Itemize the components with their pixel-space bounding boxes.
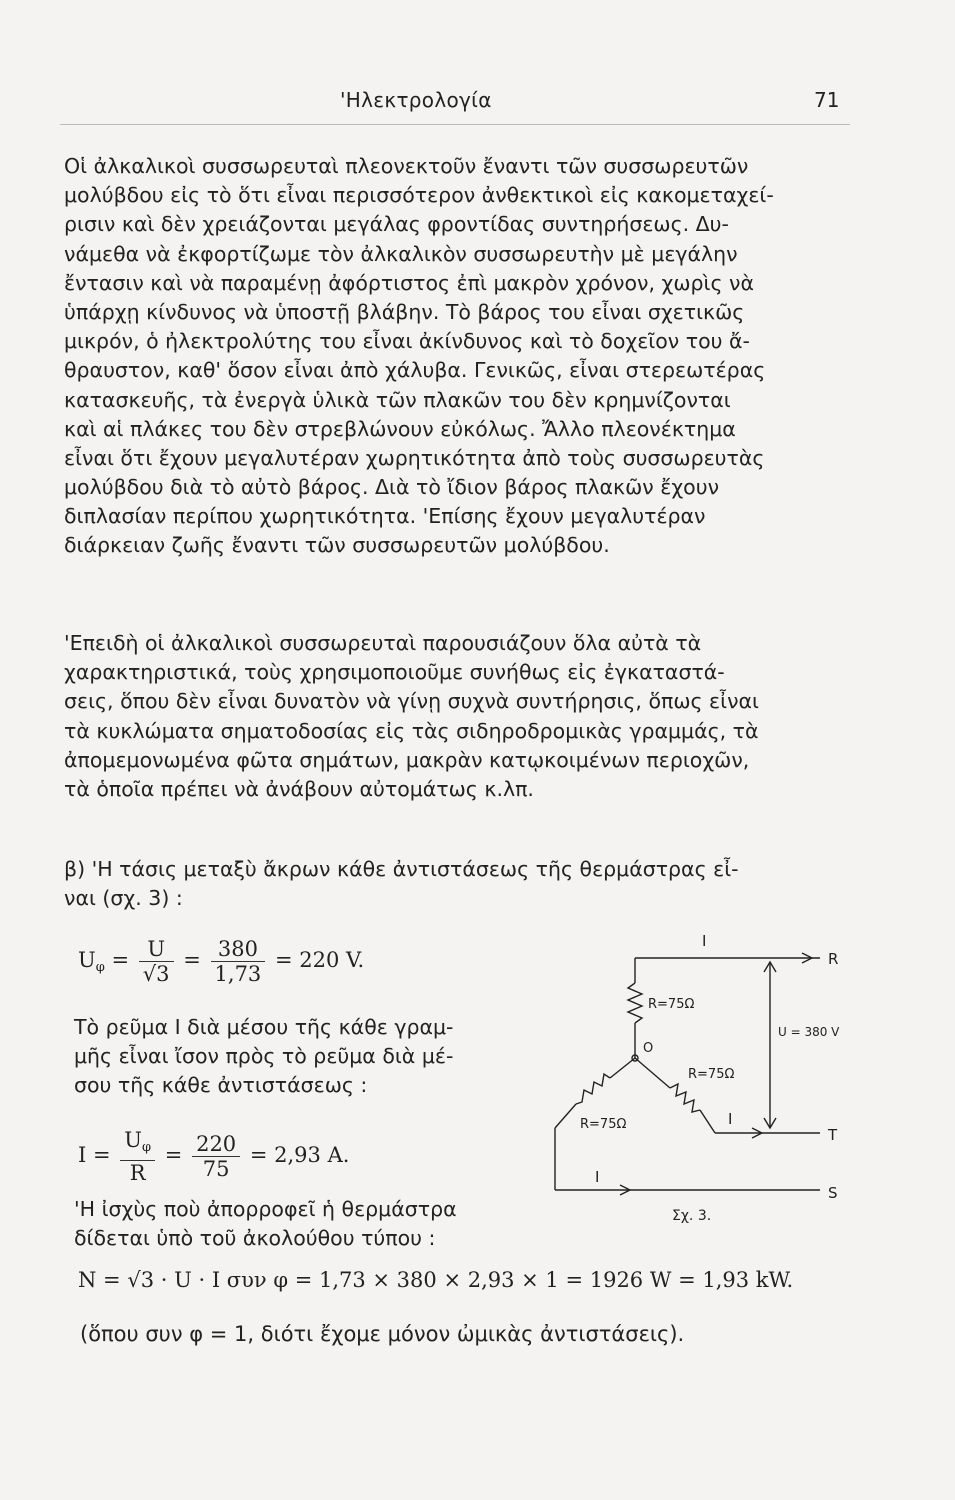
text-line: διπλασίαν περίπου χωρητικότητα. 'Επίσης ἔχουν μεγαλυτέραν (64, 504, 706, 529)
fraction (192, 1132, 240, 1181)
formula-phase-voltage (78, 937, 364, 986)
fraction (120, 1128, 155, 1185)
paragraph-applications (64, 629, 854, 804)
page-number: 71 (814, 88, 840, 112)
text-line: Οἱ ἀλκαλικοὶ συσσωρευταὶ πλεονεκτοῦν ἔναντι τῶν συσσωρευτῶν (64, 154, 749, 178)
figure-3-circuit (540, 928, 860, 1228)
text-line: τὰ κυκλώματα σηματοδοσίας εἰς τὰς σιδηροδρομικὰς γραμμάς, τὰ (64, 718, 759, 743)
text-line: σεις, ὅπου δὲν εἶναι δυνατὸν νὰ γίνῃ συχνὰ συντήρησις, ὅπως εἶναι (64, 689, 759, 714)
label-voltage: U = 380 V (778, 1025, 840, 1039)
label-current-mid: I (728, 1110, 733, 1128)
text-line: ἔντασιν καὶ νὰ παραμένῃ ἀφόρτιστος ἐπὶ μακρὸν χρόνον, χωρὶς νὰ (64, 270, 754, 295)
formula-result: = 220 V. (274, 948, 365, 972)
text-line: σου τῆς κάθε ἀντιστάσεως : (74, 1073, 368, 1098)
text-line: διάρκειαν ζωῆς ἔναντι τῶν συσσωρευτῶν μολύβδου. (64, 533, 610, 558)
text-line: β) 'Η τάσις μεταξὺ ἄκρων κάθε ἀντιστάσεως τῆς θερμάστρας εἶ- (64, 857, 739, 881)
fraction-den: 75 (202, 1157, 230, 1181)
text-line: ἀπομεμονωμένα φῶτα σημάτων, μακρὰν κατῳκοιμένων περιοχῶν, (64, 747, 750, 772)
fraction-num: 380 (211, 937, 266, 962)
text-line: μολύβδου διὰ τὸ αὐτὸ βάρος. Διὰ τὸ ἴδιον βάρος πλακῶν ἔχουν (64, 475, 720, 500)
label-line-r: R (828, 950, 839, 968)
resistor-left (576, 1074, 610, 1104)
text-line: ρισιν καὶ δὲν χρειάζονται μεγάλας φροντίδας συντηρήσεως. Δυ- (64, 212, 729, 237)
label-line-s: S (828, 1184, 838, 1202)
text-line: νάμεθα νὰ ἐκφορτίζωμε τὸν ἀλκαλικὸν συσσωρευτὴν μὲ μεγάλην (64, 241, 738, 266)
formula-lhs: U (78, 948, 96, 972)
fraction-num: U (139, 937, 174, 962)
fraction-den: √3 (142, 962, 170, 986)
text-line: 'Επειδὴ οἱ ἀλκαλικοὶ συσσωρευταὶ παρουσιάζουν ὅλα αὐτὰ τὰ (64, 631, 702, 655)
text-line: τὰ ὁποῖα πρέπει νὰ ἀνάβουν αὐτομάτως κ.λπ. (64, 776, 534, 801)
final-line: (ὅπου συν φ = 1, διότι ἔχομε μόνον ὠμικὰς ἀντιστάσεις). (80, 1322, 685, 1346)
text-line: 'Η ἰσχὺς ποὺ ἀπορροφεῖ ἡ θερμάστρα (74, 1197, 457, 1221)
text-line: θραυστον, καθ' ὅσον εἶναι ἀπὸ χάλυβα. Γενικῶς, εἶναι στερεωτέρας (64, 358, 766, 383)
label-neutral: O (643, 1041, 654, 1056)
fraction (211, 937, 266, 986)
label-line-t: T (828, 1126, 838, 1144)
text-line: δίδεται ὑπὸ τοῦ ἀκολούθου τύπου : (74, 1226, 436, 1251)
fraction-den: R (129, 1161, 146, 1185)
formula-current (78, 1128, 349, 1185)
running-head (0, 88, 955, 118)
text-line: ὑπάρχῃ κίνδυνος νὰ ὑποστῇ βλάβην. Τὸ βάρος του εἶναι σχετικῶς (64, 299, 745, 324)
fraction-num: 220 (192, 1132, 240, 1157)
label-res-left: R=75Ω (580, 1117, 627, 1132)
formula-lhs-sub: φ (95, 960, 105, 975)
formula-power: N = √3 · U · I συν φ = 1,73 × 380 × 2,93 × 1 = 1926 W = 1,93 kW. (78, 1268, 794, 1292)
left-to-s-wire (555, 1104, 576, 1128)
resistor-top (628, 983, 642, 1023)
figure-caption: Σχ. 3. (672, 1208, 712, 1224)
text-line: χαρακτηριστικά, τοὺς χρησιμοποιοῦμε συνήθως εἰς ἐγκαταστά- (64, 660, 725, 685)
text-line: κατασκευῆς, τὰ ἐνεργὰ ὑλικὰ τῶν πλακῶν του δὲν κρημνίζονται (64, 387, 731, 412)
formula-eq: = (164, 1143, 183, 1167)
fraction-num (120, 1128, 155, 1161)
circuit-svg (540, 928, 860, 1228)
formula-eq: = (92, 1143, 111, 1167)
label-current-top: I (702, 932, 707, 950)
paragraph-part-b (64, 855, 854, 913)
paragraph-advantages (64, 152, 854, 561)
text-line: ναι (σχ. 3) : (64, 886, 183, 911)
resistor-right (670, 1084, 700, 1112)
text-line: Τὸ ρεῦμα I διὰ μέσου τῆς κάθε γραμ- (74, 1015, 454, 1039)
header-rule (60, 124, 850, 125)
running-title: 'Ηλεκτρολογία (340, 88, 492, 112)
label-current-bottom: I (595, 1168, 600, 1186)
left-branch-wire (610, 1058, 635, 1078)
text-current (74, 1013, 534, 1101)
fraction-num-main: U (124, 1128, 142, 1152)
formula-eq: = (183, 948, 201, 972)
fraction-num-sub: φ (141, 1140, 152, 1155)
label-res-right: R=75Ω (688, 1067, 735, 1082)
text-line: καὶ αἱ πλάκες του δὲν στρεβλώνουν εὐκόλως. Ἄλλο πλεονέκτημα (64, 416, 736, 441)
fraction-den: 1,73 (214, 962, 262, 986)
right-to-t-wire (700, 1110, 715, 1133)
text-line: μολύβδου εἰς τὸ ὅτι εἶναι περισσότερον ἀνθεκτικοὶ εἰς κακομεταχεί- (64, 183, 774, 208)
text-line: εἶναι ὅτι ἔχουν μεγαλυτέραν χωρητικότητα ἀπὸ τοὺς συσσωρευτὰς (64, 445, 765, 470)
formula-eq: = (111, 948, 130, 972)
text-line: μῆς εἶναι ἴσον πρὸς τὸ ρεῦμα διὰ μέ- (74, 1044, 454, 1069)
text-line: μικρόν, ὁ ἠλεκτρολύτης του εἶναι ἀκίνδυνος καὶ τὸ δοχεῖον του ἄ- (64, 329, 750, 354)
formula-lhs: I (78, 1143, 87, 1167)
right-branch-wire (635, 1058, 670, 1088)
formula-result: = 2,93 A. (249, 1143, 350, 1167)
text-power (74, 1195, 534, 1253)
label-res-top: R=75Ω (648, 997, 695, 1012)
fraction (139, 937, 174, 986)
